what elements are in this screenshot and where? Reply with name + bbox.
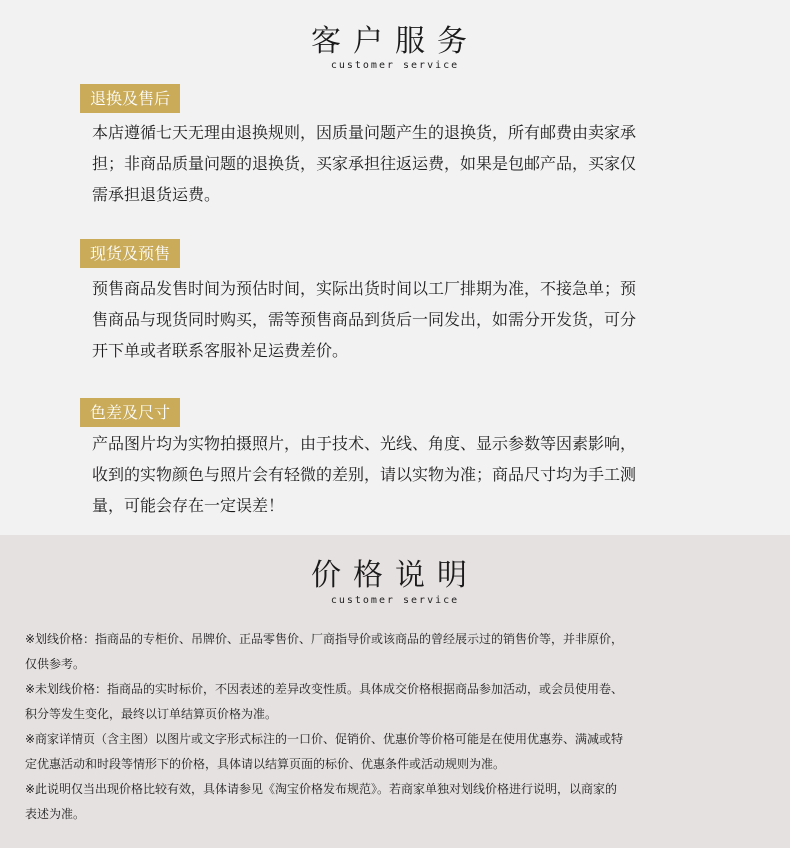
- badge-returns: 退换及售后: [80, 84, 180, 113]
- note-line: 仅供参考。: [25, 657, 86, 671]
- text-line: 产品图片均为实物拍摄照片，由于技术、光线、角度、显示参数等因素影响，: [92, 434, 637, 453]
- note-line: 定优惠活动和时段等情形下的价格，具体请以结算页面的标价、优惠条件或活动规则为准。: [25, 757, 506, 771]
- note-line: 积分等发生变化，最终以订单结算页价格为准。: [25, 707, 278, 721]
- text-line: 需承担退货运费。: [92, 185, 221, 204]
- note-line: ※未划线价格：指商品的实时标价，不因表述的差异改变性质。具体成交价格根据商品参加活动，或会员使用卷、: [25, 682, 624, 696]
- text-line: 收到的实物颜色与照片会有轻微的差别，请以实物为准；商品尺寸均为手工测: [92, 465, 637, 484]
- note-line: ※商家详情页（含主图）以图片或文字形式标注的一口价、促销价、优惠价等价格可能是在使用优惠券、满减或特: [25, 732, 624, 746]
- text-line: 量，可能会存在一定误差！: [92, 496, 285, 515]
- text-line: 担；非商品质量问题的退换货，买家承担往返运费，如果是包邮产品，买家仅: [92, 154, 637, 173]
- text-line: 预售商品发售时间为预估时间，实际出货时间以工厂排期为准，不接急单；预: [92, 279, 637, 298]
- note-line: 表述为准。: [25, 807, 86, 821]
- text-line: 开下单或者联系客服补足运费差价。: [92, 341, 349, 360]
- badge-color-size: 色差及尺寸: [80, 398, 180, 427]
- price-notes-text: [25, 627, 775, 827]
- note-line: ※划线价格：指商品的专柜价、吊牌价、正品零售价、厂商指导价或该商品的曾经展示过的销售价等，并非原价，: [25, 632, 624, 646]
- section-title: 客户服务: [311, 24, 479, 59]
- text-line: 售商品与现货同时购买，需等预售商品到货后一同发出，如需分开发货，可分: [92, 310, 637, 329]
- price-notes-section: [0, 535, 790, 848]
- returns-text: [92, 117, 712, 210]
- section-title: 价格说明: [311, 558, 479, 593]
- note-line: ※此说明仅当出现价格比较有效，具体请参见《淘宝价格发布规范》。若商家单独对划线价格进行说明，以商家的: [25, 782, 618, 796]
- badge-presale: 现货及预售: [80, 239, 180, 268]
- presale-text: [92, 273, 712, 366]
- text-line: 本店遵循七天无理由退换规则，因质量问题产生的退换货，所有邮费由卖家承: [92, 123, 637, 142]
- color-size-text: [92, 428, 712, 521]
- section-subtitle: customer service: [330, 60, 460, 71]
- section-subtitle: customer service: [330, 595, 460, 606]
